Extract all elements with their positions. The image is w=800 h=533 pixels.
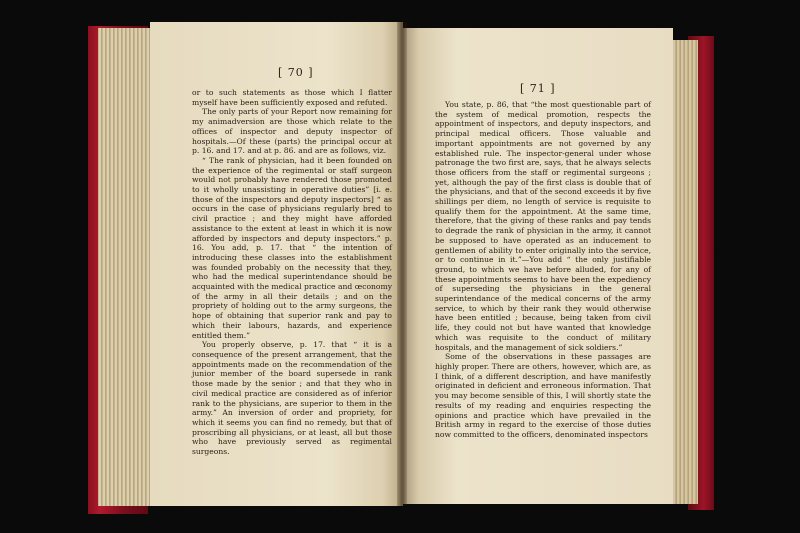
left-page-text	[192, 88, 392, 457]
paragraph: You state, p. 86, that “the most questionable part of the system of medical promotion, respects the appointment of inspectors, and deputy inspectors, and principal medical officers. Those valuable and important appointments are not governed by any established rule. The inspector-general under whose patronage the two first are, says, that he always selects those officers from the staff or regimental surgeons ; yet, although the pay of the first class is double that of the physicians, and that of the second exceeds it by five shillings per diem, no length of service is requisite to qualify them for the appointment. At the same time, therefore, that the giving of these ranks and pay tends to degrade the rank of physician in the army, it cannot be supposed to have operated as an inducement to gentlemen of ability to enter originally into the service, or to continue in it.”—You add “ the only justifiable ground, to which we have before alluded, for any of these appointments seems to have been the expediency of superseding the physicians in the general superintendance of the medical concerns of the army service, to which by their rank they would otherwise have been entitled ; because, being taken from civil life, they could not but have wanted that knowledge which was requisite to the conduct of military hospitals, and the management of sick soldiers.”	[435, 100, 651, 352]
paragraph: The only parts of your Report now remaining for my animadversion are those which relate to the offices of inspector and deputy inspector of hospitals.—Of these (parts) the principal occur at p. 16. and 17. and at p. 86. and are as follows, viz.	[192, 107, 392, 156]
right-page-number: [ 71 ]	[520, 82, 556, 95]
paragraph: You properly observe, p. 17. that “ it is a consequence of the present arrangement, that the appointments made on the recommendation of the junior member of the board supersede in rank those made by the senior ; and that they who in civil medical practice are considered as of inferior rank to the physicians, are superior to them in the army.” An inversion of order and propriety, for which it seems you can find no remedy, but that of proscribing all physicians, or at least, all but those who have previously served as regimental surgeons.	[192, 340, 392, 457]
right-page	[403, 28, 673, 504]
right-page-text	[435, 100, 651, 440]
open-book	[88, 22, 714, 514]
book-gutter	[397, 22, 407, 506]
paragraph: “ The rank of physician, had it been founded on the experience of the regimental or staff surgeon would not probably have rendered those promoted to it wholly unassisting in operative duties” [i. e. those of the inspectors and deputy inspectors] “ as occurs in the case of physicians regularly bred to civil practice ; and they might have afforded assistance to the extent at least in which it is now afforded by inspectors and deputy inspectors.” p. 16. You add, p. 17. that “ the intention of introducing these classes into the establishment was founded probably on the necessity that they, who had the medical superintendance should be acquainted with the medical practice and œconomy of the army in all their details ; and on the propriety of holding out to the army surgeons, the hope of obtaining that superior rank and pay to which their labours, hazards, and experience entitled them.”	[192, 155, 392, 340]
paragraph: Some of the observations in these passages are highly proper. There are others, however, which are, as I think, of a different description, and have manifestly originated in deficient and erroneous information. That you may become sensible of this, I will shortly state the results of my reading and enquiries respecting the opinions and practice which have prevailed in the British army in regard to the exercise of those duties now committed to the officers, denominated inspectors	[435, 352, 651, 439]
paragraph: or to such statements as those which I flatter myself have been sufficiently exposed and refuted.	[192, 88, 392, 107]
left-page	[150, 22, 403, 506]
left-page-number: [ 70 ]	[278, 66, 314, 79]
